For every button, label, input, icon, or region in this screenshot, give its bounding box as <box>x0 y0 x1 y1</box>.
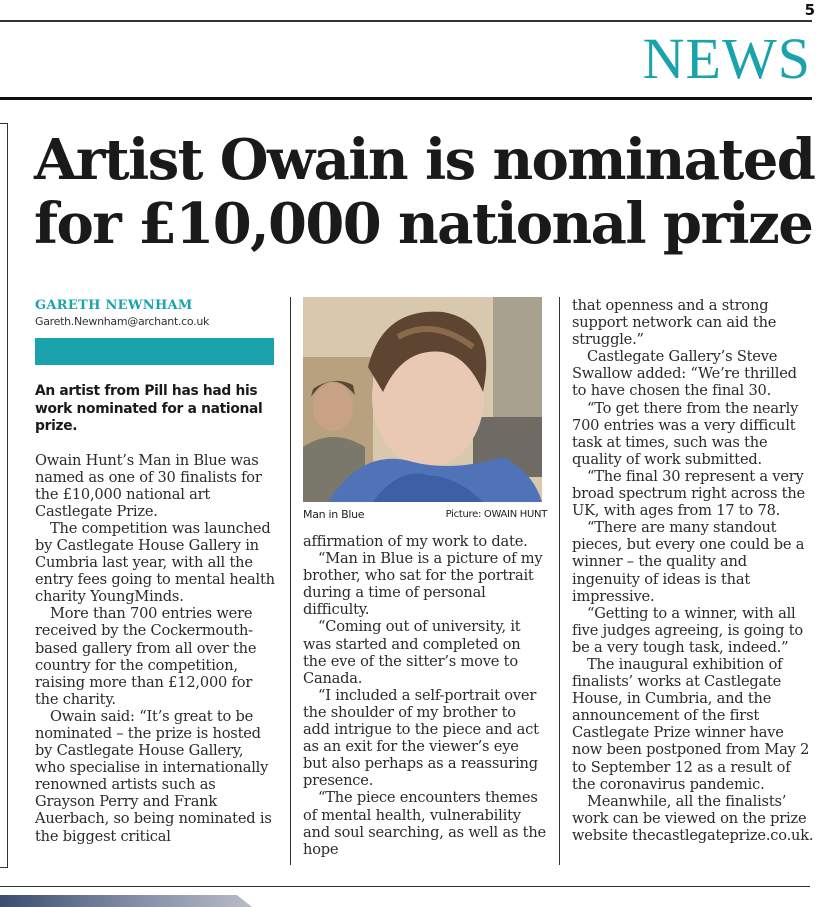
body-text-column-2 <box>303 533 547 858</box>
top-rule <box>0 20 812 22</box>
paragraph: “Man in Blue is a picture of my brother, who sat for the portrait during a time of personal difficulty. <box>303 550 543 619</box>
byline-name: GARETH NEWNHAM <box>35 298 193 313</box>
paragraph: “Getting to a winner, with all five judges agreeing, is going to be a very tough task, indeed.” <box>572 604 803 656</box>
paragraph: affirmation of my work to date. <box>303 533 528 550</box>
paragraph: The inaugural exhibition of finalists’ works at Castlegate House, in Cumbria, and the announcement of the first Castlegate Prize winner have now been postponed from May 2 to September 12 as a result of the coronavirus pandemic. <box>572 655 810 793</box>
paragraph: Castlegate Gallery’s Steve Swallow added: “We’re thrilled to have chosen the final 30. <box>572 348 797 400</box>
paragraph: “There are many standout pieces, but every one could be a winner – the quality and ingenuity of ideas is that impressive. <box>572 519 805 605</box>
byline-email[interactable]: Gareth.Newnham@archant.co.uk <box>35 315 210 328</box>
paragraph: “I included a self-portrait over the shoulder of my brother to add intrigue to the piece and act as an exit for the viewer’s eye but also perhaps as a reassuring presence. <box>303 686 539 790</box>
paragraph: “The final 30 represent a very broad spectrum right across the UK, with ages from 17 to 78. <box>572 467 805 520</box>
column-2 <box>303 297 547 858</box>
byline-accent-bar <box>35 338 274 365</box>
paragraph: More than 700 entries were received by the Cockermouth-based gallery from all over the country for the competition, raising more than £12,000 for the charity. <box>35 605 257 708</box>
body-text-column-1 <box>35 452 277 845</box>
photo-credit: Picture: OWAIN HUNT <box>445 509 547 520</box>
photo-caption <box>303 508 547 522</box>
section-title: NEWS <box>642 26 811 91</box>
next-article-image-strip <box>0 895 252 907</box>
paragraph: Owain Hunt’s Man in Blue was named as one of 30 finalists for the £10,000 national art Castlegate Prize. <box>35 451 262 520</box>
portrait-painting-icon <box>303 297 542 502</box>
paragraph: “The piece encounters themes of mental health, vulnerability and soul searching, as well as the hope <box>303 789 546 858</box>
headline-line-1: Artist Owain is nominated <box>34 127 815 193</box>
column-divider <box>290 297 291 865</box>
paragraph: “To get there from the nearly 700 entries was a very difficult task at times, such was the quality of work submitted. <box>572 399 799 468</box>
adjacent-article-border <box>0 123 8 868</box>
body-text-column-3 <box>572 297 814 844</box>
paragraph: “Coming out of university, it was started and completed on the eve of the sitter’s move to Canada. <box>303 618 521 687</box>
header-rule <box>0 97 812 100</box>
column-3 <box>572 297 814 844</box>
paragraph: Owain said: “It’s great to be nominated – the prize is hosted by Castlegate House Gallery, who specialise in internationally renowned artists such as Grayson Perry and Frank Auerbach, so being nominated is the biggest critical <box>35 707 272 845</box>
bottom-rule <box>0 886 810 887</box>
standfirst: An artist from Pill has had his work nominated for a national prize. <box>35 383 263 434</box>
headline <box>34 128 824 256</box>
page-number: 5 <box>804 1 815 19</box>
paragraph: The competition was launched by Castlegate House Gallery in Cumbria last year, with all the entry fees going to mental health charity YoungMinds. <box>35 519 275 606</box>
paragraph: that openness and a strong support network can aid the struggle.” <box>572 297 777 349</box>
column-1 <box>35 297 277 845</box>
paragraph: Meanwhile, all the finalists’ work can be viewed on the prize website thecastlegateprize.co.uk. <box>572 792 814 844</box>
column-divider <box>559 297 560 865</box>
headline-line-2: for £10,000 national prize <box>34 191 813 257</box>
caption-title: Man in Blue <box>303 508 365 521</box>
portrait-painting-image <box>303 297 542 502</box>
